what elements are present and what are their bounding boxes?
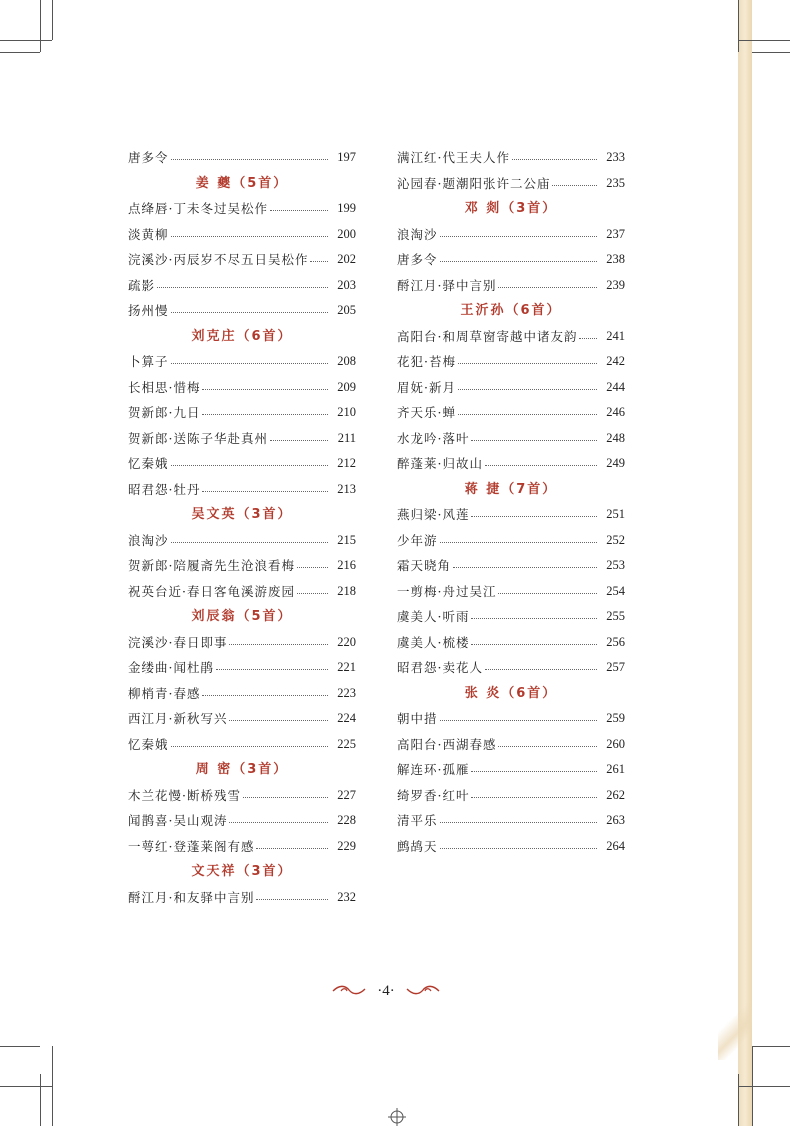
- entry-title: 贺新郎·陪履斋先生沧浪看梅: [128, 558, 295, 573]
- dot-leader: [171, 465, 328, 466]
- dot-leader: [440, 848, 597, 849]
- dot-leader: [310, 261, 328, 262]
- entry-page-number: 216: [337, 558, 356, 572]
- entry-page-number: 256: [606, 634, 625, 649]
- dot-leader: [440, 720, 597, 721]
- toc-entry[interactable]: [128, 349, 356, 375]
- entry-title: 唐多令: [128, 150, 169, 165]
- toc-entry[interactable]: [397, 222, 625, 248]
- toc-entry[interactable]: [128, 834, 356, 860]
- entry-page-number: 257: [606, 660, 625, 674]
- toc-entry[interactable]: [397, 375, 625, 401]
- entry-title: 沁园春·题潮阳张许二公庙: [397, 175, 551, 191]
- toc-entry[interactable]: [128, 477, 356, 503]
- toc-entry[interactable]: [397, 783, 625, 809]
- entry-page-number: 233: [606, 150, 625, 164]
- author-heading: 周 密（3首）: [195, 762, 289, 777]
- entry-page-number: 211: [337, 430, 356, 445]
- entry-page-number: 248: [606, 430, 625, 445]
- entry-title: 忆秦娥: [128, 736, 169, 752]
- toc-entry[interactable]: [128, 783, 356, 809]
- dot-leader: [552, 185, 597, 186]
- entry-title: 金缕曲·闻杜鹃: [128, 660, 214, 675]
- entry-page-number: 263: [606, 813, 625, 827]
- entry-title: 浪淘沙: [397, 226, 438, 242]
- dot-leader: [498, 593, 597, 594]
- toc-entry[interactable]: [397, 171, 625, 197]
- toc-entry[interactable]: [128, 655, 356, 681]
- dot-leader: [171, 236, 328, 237]
- dot-leader: [440, 822, 597, 823]
- entry-title: 鹧鸪天: [397, 838, 438, 854]
- author-heading: 刘克庄（6首）: [191, 328, 293, 344]
- entry-title: 淡黄柳: [128, 226, 169, 242]
- entry-page-number: 210: [337, 405, 356, 419]
- toc-entry[interactable]: [397, 630, 625, 656]
- toc-entry[interactable]: [128, 247, 356, 273]
- author-heading: 蒋 捷（7首）: [464, 481, 558, 497]
- toc-entry[interactable]: [128, 451, 356, 477]
- entry-page-number: 229: [337, 838, 356, 853]
- dot-leader: [171, 542, 328, 543]
- dot-leader: [229, 644, 328, 645]
- toc-entry[interactable]: [128, 273, 356, 299]
- toc-entry[interactable]: [397, 451, 625, 477]
- entry-page-number: 244: [606, 379, 625, 394]
- entry-title: 绮罗香·红叶: [397, 787, 470, 803]
- toc-entry[interactable]: [128, 706, 356, 732]
- entry-page-number: 223: [337, 685, 356, 700]
- toc-entry[interactable]: [397, 324, 625, 350]
- toc-entry[interactable]: [128, 630, 356, 656]
- entry-title: 点绛唇·丁未冬过吴松作: [128, 201, 268, 216]
- toc-entry[interactable]: [128, 579, 356, 605]
- entry-page-number: 261: [606, 762, 625, 776]
- dot-leader: [171, 312, 328, 313]
- entry-title: 酹江月·和友驿中言别: [128, 889, 255, 905]
- dot-leader: [229, 720, 328, 721]
- entry-page-number: 213: [337, 481, 356, 496]
- toc-entry[interactable]: [397, 502, 625, 528]
- entry-title: 花犯·苔梅: [397, 354, 456, 369]
- toc-entry[interactable]: [397, 604, 625, 630]
- dot-leader: [458, 363, 597, 364]
- entry-title: 齐天乐·蝉: [397, 405, 456, 420]
- entry-title: 忆秦娥: [128, 456, 169, 471]
- entry-page-number: 218: [337, 583, 356, 598]
- entry-page-number: 220: [337, 634, 356, 649]
- author-heading: 刘辰翁（5首）: [191, 609, 293, 624]
- dot-leader: [453, 567, 597, 568]
- toc-entry[interactable]: [397, 145, 625, 171]
- dot-leader: [458, 414, 597, 415]
- toc-entry[interactable]: [397, 706, 625, 732]
- entry-page-number: 209: [337, 379, 356, 394]
- dot-leader: [512, 159, 597, 160]
- entry-page-number: 259: [606, 711, 625, 725]
- entry-title: 高阳台·和周草窗寄越中诸友韵: [397, 328, 578, 344]
- dot-leader: [297, 567, 328, 568]
- dot-leader: [485, 465, 597, 466]
- entry-page-number: 212: [337, 456, 356, 470]
- toc-right-column: [397, 145, 625, 859]
- toc-entry[interactable]: [128, 426, 356, 452]
- toc-entry[interactable]: [397, 273, 625, 299]
- author-heading: 吴文英（3首）: [191, 507, 293, 522]
- entry-page-number: 253: [606, 558, 625, 572]
- entry-page-number: 239: [606, 277, 625, 292]
- entry-title: 一剪梅·舟过吴江: [397, 583, 497, 599]
- author-heading: 张 炎（6首）: [464, 685, 558, 701]
- author-heading: 邓 剡（3首）: [464, 201, 558, 216]
- dot-leader: [202, 695, 328, 696]
- entry-title: 高阳台·西湖春感: [397, 736, 497, 752]
- entry-page-number: 208: [337, 354, 356, 368]
- entry-title: 扬州慢: [128, 303, 169, 318]
- toc-entry[interactable]: [397, 732, 625, 758]
- entry-title: 少年游: [397, 532, 438, 548]
- dot-leader: [471, 440, 597, 441]
- toc-left-column: [128, 145, 356, 910]
- entry-title: 卜算子: [128, 354, 169, 369]
- dot-leader: [202, 491, 328, 492]
- author-heading: 文天祥（3首）: [191, 864, 293, 879]
- toc-entry[interactable]: [128, 196, 356, 222]
- entry-page-number: 205: [337, 303, 356, 317]
- entry-page-number: 215: [337, 532, 356, 547]
- toc-entry[interactable]: [128, 375, 356, 401]
- entry-title: 柳梢青·春感: [128, 685, 201, 701]
- dot-leader: [471, 618, 597, 619]
- entry-title: 西江月·新秋写兴: [128, 711, 228, 726]
- entry-page-number: 228: [337, 813, 356, 827]
- dot-leader: [440, 542, 597, 543]
- entry-page-number: 246: [606, 405, 625, 419]
- entry-page-number: 235: [606, 175, 625, 190]
- entry-title: 虞美人·听雨: [397, 609, 470, 624]
- entry-page-number: 251: [606, 507, 625, 521]
- entry-page-number: 237: [606, 226, 625, 241]
- entry-title: 祝英台近·春日客龟溪游废园: [128, 583, 295, 599]
- entry-page-number: 221: [337, 660, 356, 674]
- entry-page-number: 241: [606, 328, 625, 343]
- entry-page-number: 203: [337, 277, 356, 292]
- toc-entry[interactable]: [128, 885, 356, 911]
- entry-page-number: 202: [337, 252, 356, 266]
- entry-title: 贺新郎·送陈子华赴真州: [128, 430, 268, 446]
- entry-page-number: 224: [337, 711, 356, 725]
- dot-leader: [216, 669, 328, 670]
- dot-leader: [171, 363, 328, 364]
- author-heading: 王沂孙（6首）: [460, 303, 562, 318]
- toc-entry[interactable]: [397, 553, 625, 579]
- toc-entry[interactable]: [128, 222, 356, 248]
- side-stripe: [738, 0, 752, 1126]
- entry-page-number: 197: [337, 150, 356, 164]
- toc-entry[interactable]: [128, 732, 356, 758]
- toc-entry[interactable]: [397, 247, 625, 273]
- entry-page-number: 262: [606, 787, 625, 802]
- entry-title: 满江红·代王夫人作: [397, 150, 510, 165]
- toc-entry[interactable]: [397, 834, 625, 860]
- toc-entry[interactable]: [128, 400, 356, 426]
- entry-title: 酹江月·驿中言别: [397, 277, 497, 293]
- dot-leader: [157, 287, 328, 288]
- toc-entry[interactable]: [128, 553, 356, 579]
- dot-leader: [202, 414, 328, 415]
- entry-page-number: 199: [337, 201, 356, 215]
- entry-title: 眉妩·新月: [397, 379, 456, 395]
- dot-leader: [171, 746, 328, 747]
- entry-title: 昭君怨·牡丹: [128, 481, 201, 497]
- dot-leader: [458, 389, 597, 390]
- dot-leader: [471, 644, 597, 645]
- entry-title: 唐多令: [397, 252, 438, 267]
- author-heading: 姜 夔（5首）: [195, 175, 289, 191]
- entry-title: 浪淘沙: [128, 532, 169, 548]
- dot-leader: [471, 516, 597, 517]
- entry-title: 清平乐: [397, 813, 438, 828]
- entry-page-number: 254: [606, 583, 625, 598]
- entry-page-number: 225: [337, 736, 356, 751]
- dot-leader: [485, 669, 597, 670]
- toc-entry[interactable]: [128, 528, 356, 554]
- entry-title: 长相思·惜梅: [128, 379, 201, 395]
- entry-title: 水龙吟·落叶: [397, 430, 470, 446]
- dot-leader: [256, 848, 328, 849]
- entry-title: 浣溪沙·春日即事: [128, 634, 228, 650]
- toc-entry[interactable]: [397, 757, 625, 783]
- entry-page-number: 238: [606, 252, 625, 266]
- toc-entry[interactable]: [128, 298, 356, 324]
- entry-page-number: 255: [606, 609, 625, 623]
- toc-entry[interactable]: [397, 808, 625, 834]
- dot-leader: [202, 389, 328, 390]
- dot-leader: [229, 822, 328, 823]
- toc-entry[interactable]: [397, 655, 625, 681]
- entry-page-number: 242: [606, 354, 625, 368]
- right-ornament-icon: [405, 984, 441, 998]
- dot-leader: [270, 440, 328, 441]
- entry-page-number: 227: [337, 787, 356, 802]
- toc-entry[interactable]: [128, 808, 356, 834]
- page-footer: [322, 980, 450, 1002]
- dot-leader: [471, 797, 597, 798]
- entry-page-number: 252: [606, 532, 625, 547]
- entry-title: 虞美人·梳楼: [397, 634, 470, 650]
- entry-title: 木兰花慢·断桥残雪: [128, 787, 241, 803]
- toc-entry[interactable]: [128, 681, 356, 707]
- dot-leader: [297, 593, 328, 594]
- entry-title: 浣溪沙·丙辰岁不尽五日吴松作: [128, 252, 309, 267]
- toc-entry[interactable]: [397, 426, 625, 452]
- entry-title: 朝中措: [397, 711, 438, 726]
- entry-title: 贺新郎·九日: [128, 405, 201, 420]
- entry-page-number: 200: [337, 226, 356, 241]
- entry-title: 霜天晓角: [397, 558, 452, 573]
- entry-title: 燕归梁·风莲: [397, 507, 470, 522]
- page-number: ·4·: [377, 982, 395, 999]
- entry-page-number: 249: [606, 456, 625, 470]
- dot-leader: [243, 797, 328, 798]
- dot-leader: [256, 899, 328, 900]
- entry-page-number: 264: [606, 838, 625, 853]
- toc-entry[interactable]: [397, 400, 625, 426]
- entry-title: 解连环·孤雁: [397, 762, 470, 777]
- dot-leader: [579, 338, 597, 339]
- toc-entry[interactable]: [397, 349, 625, 375]
- left-ornament-icon: [331, 984, 367, 998]
- dot-leader: [498, 746, 597, 747]
- toc-entry[interactable]: [128, 145, 356, 171]
- dot-leader: [440, 236, 597, 237]
- dot-leader: [471, 771, 597, 772]
- entry-page-number: 260: [606, 736, 625, 751]
- dot-leader: [270, 210, 328, 211]
- dot-leader: [498, 287, 597, 288]
- dot-leader: [171, 159, 328, 160]
- entry-title: 一萼红·登蓬莱阁有感: [128, 838, 255, 854]
- toc-entry[interactable]: [397, 528, 625, 554]
- entry-title: 醉蓬莱·归故山: [397, 456, 483, 471]
- toc-entry[interactable]: [397, 579, 625, 605]
- dot-leader: [440, 261, 597, 262]
- entry-title: 闻鹊喜·吴山观涛: [128, 813, 228, 828]
- entry-page-number: 232: [337, 889, 356, 904]
- entry-title: 昭君怨·卖花人: [397, 660, 483, 675]
- registration-mark-icon: [388, 1108, 406, 1126]
- stripe-sheen: [718, 990, 752, 1060]
- entry-title: 疏影: [128, 277, 156, 293]
